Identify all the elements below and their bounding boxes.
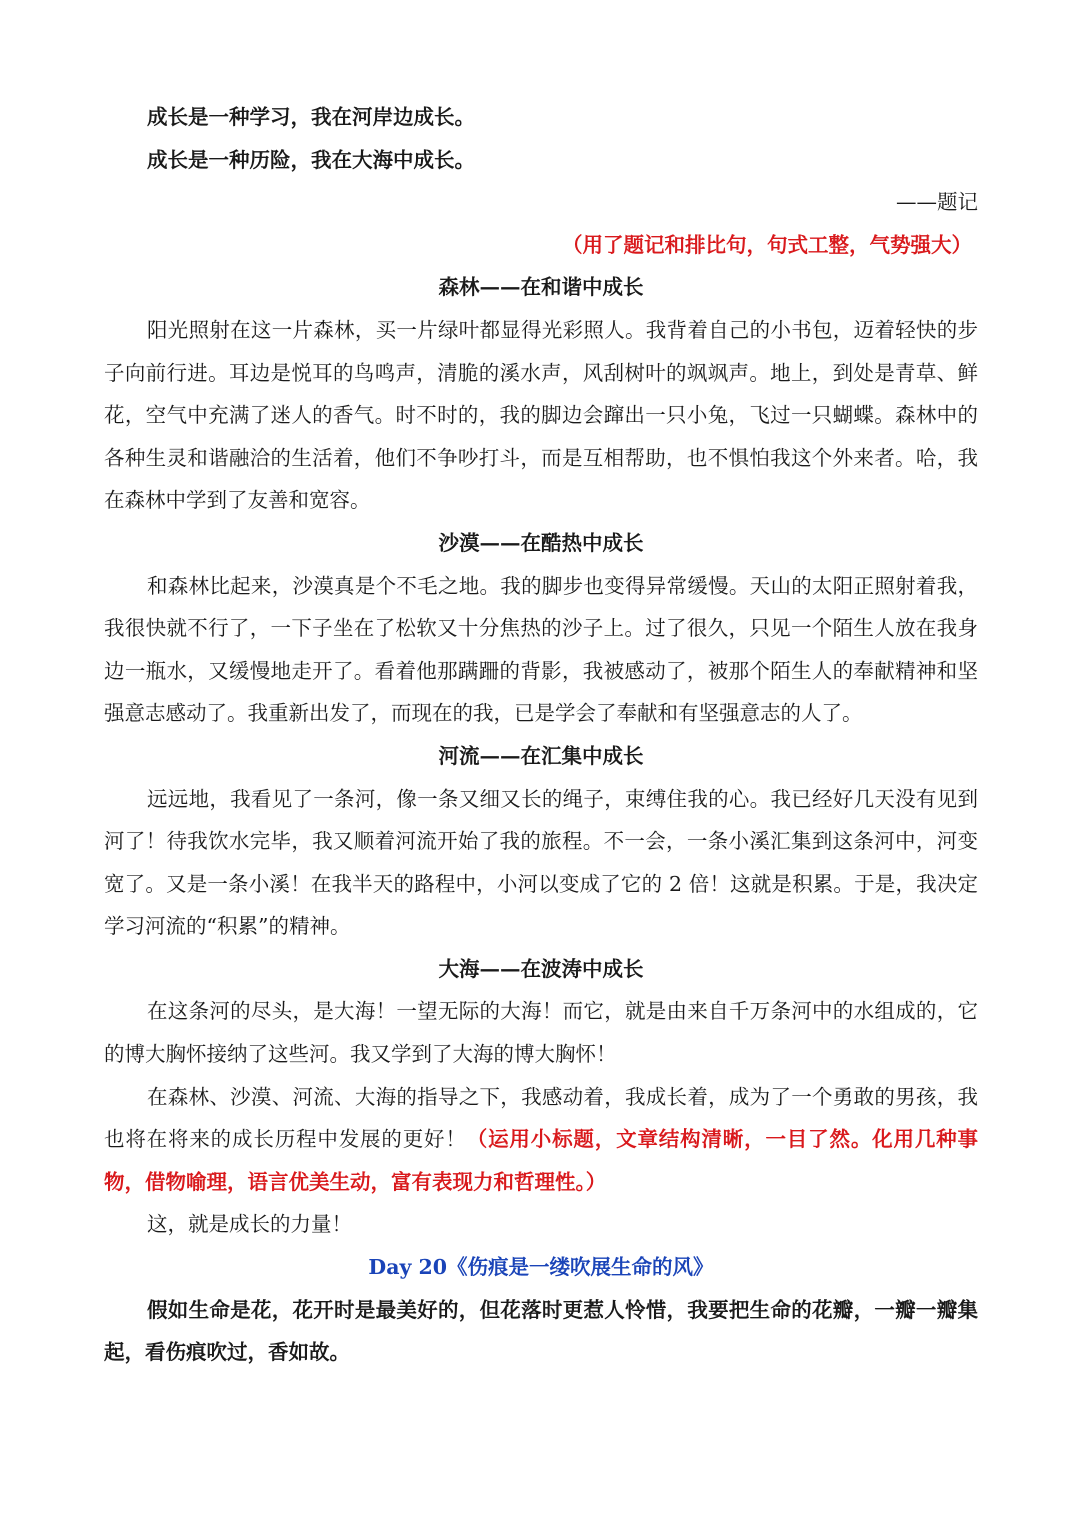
section-heading-desert: 沙漠——在酷热中成长	[438, 530, 644, 555]
section-heading-forest: 森林——在和谐中成长	[438, 275, 644, 300]
section-heading-sea: 大海——在波涛中成长	[438, 956, 644, 981]
epigraph-line-2: 成长是一种历险，我在大海中成长。	[147, 147, 475, 172]
section-body-sea: 在这条河的尽头，是大海！一望无际的大海！而它，就是由来自千万条河中的水组成的，它的博大胸怀接纳了这些河。我又学到了大海的博大胸怀！	[104, 999, 978, 1067]
document-page	[104, 96, 978, 1374]
epigraph-signature: ——题记	[896, 190, 978, 215]
section-body-forest: 阳光照射在这一片森林，买一片绿叶都显得光彩照人。我背着自己的小书包，迈着轻快的步子向前行进。耳边是悦耳的鸟鸣声，清脆的溪水声，风刮树叶的飒飒声。地上，到处是青草、鲜花，空气中充满了迷人的香气。时不时的，我的脚边会蹿出一只小兔，飞过一只蝴蝶。森林中的各种生灵和谐融洽的生活着，他们不争吵打斗，而是互相帮助，也不惧怕我这个外来者。哈，我在森林中学到了友善和宽容。	[104, 317, 978, 513]
next-article-opening: 假如生命是花，花开时是最美好的，但花落时更惹人怜惜，我要把生命的花瓣，一瓣一瓣集起，看伤痕吹过，香如故。	[104, 1297, 978, 1365]
annotation-epigraph: （用了题记和排比句，句式工整，气势强大）	[562, 232, 972, 257]
annotation-conclusion: （运用小标题，文章结构清晰，一目了然。化用几种事物，借物喻理，语言优美生动，富有表现力和哲理性。）	[104, 1127, 979, 1194]
closing-line: 这，就是成长的力量！	[147, 1212, 352, 1237]
conclusion-paragraph	[104, 1076, 978, 1204]
section-body-river: 远远地，我看见了一条河，像一条又细又长的绳子，束缚住我的心。我已经好几天没有见到河了！待我饮水完毕，我又顺着河流开始了我的旅程。不一会，一条小溪汇集到这条河中，河变宽了。又是一条小溪！在我半天的路程中，小河以变成了它的 2 倍！这就是积累。于是，我决定学习河流的“积累”的精神。	[104, 786, 978, 939]
section-heading-river: 河流——在汇集中成长	[438, 743, 644, 768]
next-article-title: Day 20《伤痕是一缕吹展生命的风》	[368, 1255, 714, 1280]
epigraph-line-1: 成长是一种学习，我在河岸边成长。	[147, 105, 475, 129]
section-body-desert: 和森林比起来，沙漠真是个不毛之地。我的脚步也变得异常缓慢。天山的太阳正照射着我，我很快就不行了，一下子坐在了松软又十分焦热的沙子上。过了很久，只见一个陌生人放在我身边一瓶水，又缓慢地走开了。看着他那蹒跚的背影，我被感动了，被那个陌生人的奉献精神和坚强意志感动了。我重新出发了，而现在的我，已是学会了奉献和有坚强意志的人了。	[104, 573, 978, 726]
conclusion-text: 在森林、沙漠、河流、大海的指导之下，我感动着，我成长着，成为了一个勇敢的男孩，我也将在将来的成长历程中发展的更好！	[104, 1084, 978, 1152]
